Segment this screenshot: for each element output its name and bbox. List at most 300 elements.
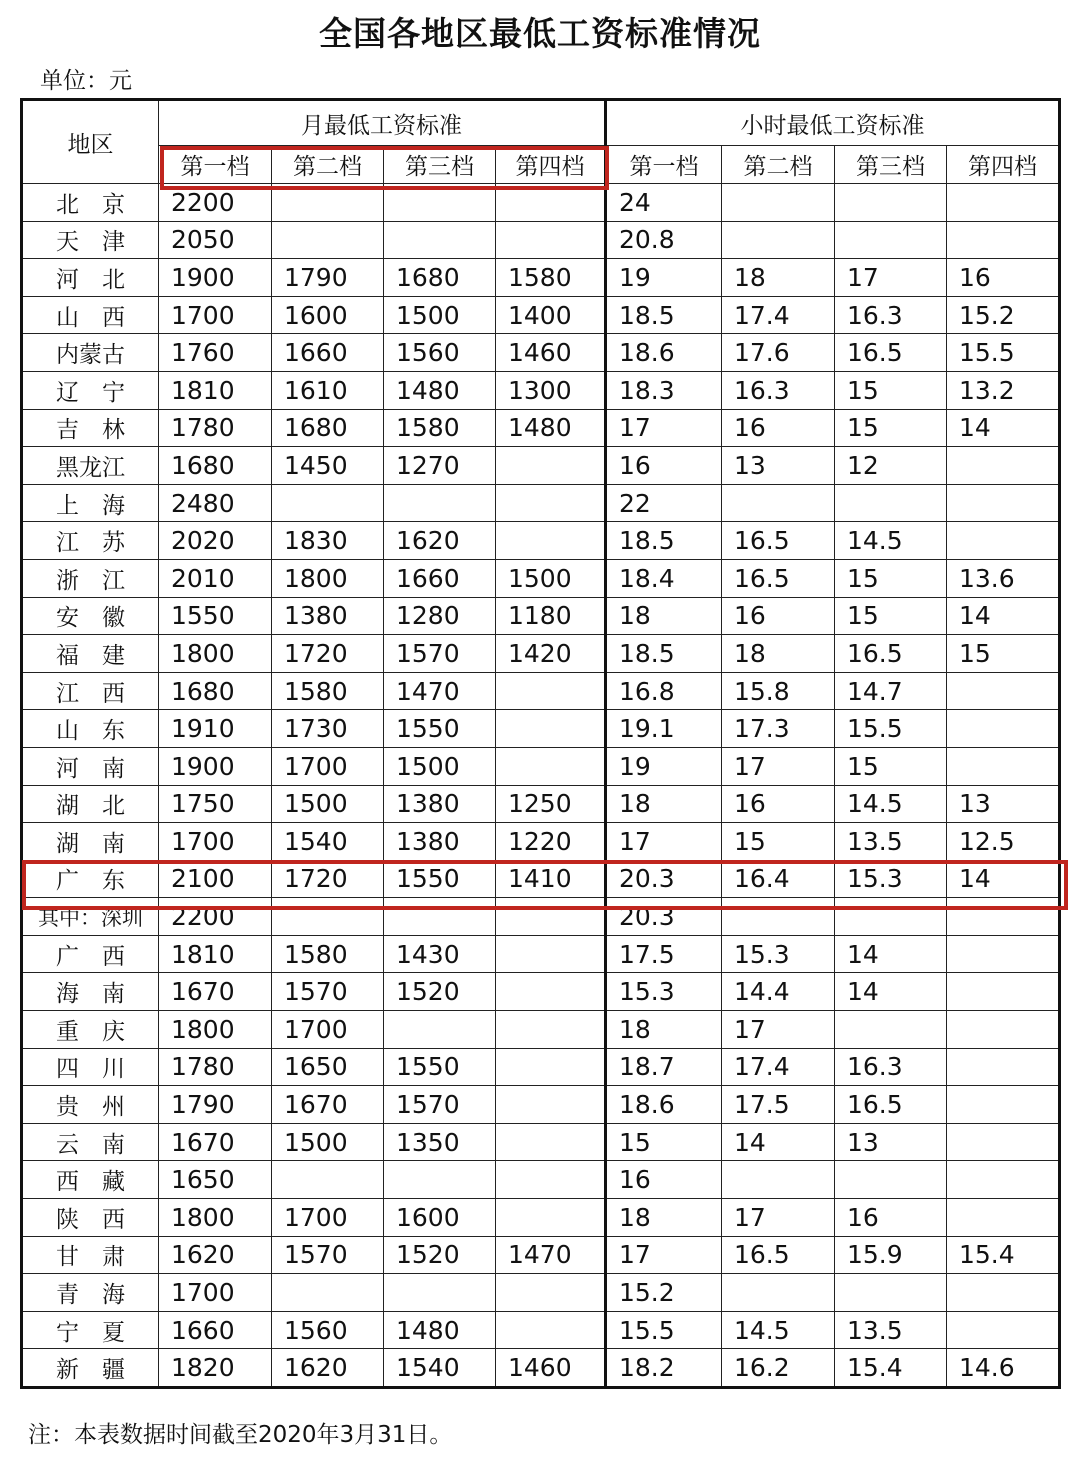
hourly-tier-2-cell: 14.5 <box>722 1311 835 1349</box>
table-row <box>22 484 1060 522</box>
monthly-tier-4-cell <box>496 484 606 522</box>
hourly-tier-4-cell <box>947 1274 1060 1312</box>
monthly-tier-2-cell <box>272 1274 384 1312</box>
hourly-tier-1-cell: 18.6 <box>606 1086 722 1124</box>
monthly-tier-1-cell: 1680 <box>159 672 272 710</box>
hourly-tier-2-cell: 14.4 <box>722 973 835 1011</box>
hourly-tier-1-cell: 18.4 <box>606 559 722 597</box>
hourly-tier-1-cell: 18.5 <box>606 522 722 560</box>
hourly-tier-2-cell: 18 <box>722 259 835 297</box>
hourly-tier-4-cell: 14.6 <box>947 1349 1060 1388</box>
monthly-tier-3-cell: 1480 <box>384 371 496 409</box>
hourly-tier-1-cell: 19 <box>606 259 722 297</box>
monthly-tier-4-cell <box>496 522 606 560</box>
monthly-tier-2-cell: 1680 <box>272 409 384 447</box>
monthly-tier-1-cell: 1760 <box>159 334 272 372</box>
monthly-tier-3-cell: 1380 <box>384 785 496 823</box>
region-cell: 内蒙古 <box>22 334 159 372</box>
hourly-tier-1-cell: 15.3 <box>606 973 722 1011</box>
hourly-tier-4-cell: 15.4 <box>947 1236 1060 1274</box>
hourly-tier-3-cell: 15 <box>835 371 947 409</box>
table-row <box>22 635 1060 673</box>
hourly-tier-1-cell: 18.5 <box>606 296 722 334</box>
monthly-tier-4-cell: 1470 <box>496 1236 606 1274</box>
hourly-tier-2-cell <box>722 484 835 522</box>
hourly-tier-2-cell: 17 <box>722 1199 835 1237</box>
hourly-tier-4-cell <box>947 221 1060 259</box>
monthly-tier-2-cell: 1720 <box>272 635 384 673</box>
table-row <box>22 559 1060 597</box>
monthly-tier-4-cell: 1180 <box>496 597 606 635</box>
monthly-tier-1-cell: 1780 <box>159 409 272 447</box>
table-row <box>22 1048 1060 1086</box>
hourly-tier-4-cell: 13.6 <box>947 559 1060 597</box>
hourly-tier-4-cell <box>947 710 1060 748</box>
hourly-tier-3-cell: 15.4 <box>835 1349 947 1388</box>
monthly-tier-2-cell: 1830 <box>272 522 384 560</box>
hourly-tier-1-cell: 16 <box>606 1161 722 1199</box>
hourly-tier-3-cell: 15 <box>835 559 947 597</box>
hourly-tier-3-cell: 16.3 <box>835 1048 947 1086</box>
monthly-tier-3-cell: 1520 <box>384 1236 496 1274</box>
table-row <box>22 409 1060 447</box>
hourly-tier-4-cell: 14 <box>947 860 1060 898</box>
hourly-tier-4-cell <box>947 1199 1060 1237</box>
monthly-tier-2-cell: 1600 <box>272 296 384 334</box>
monthly-tier-3-cell: 1600 <box>384 1199 496 1237</box>
hourly-tier-4-cell: 12.5 <box>947 823 1060 861</box>
monthly-tier-4-cell <box>496 747 606 785</box>
table-row <box>22 1161 1060 1199</box>
hourly-tier-4-cell: 13.2 <box>947 371 1060 409</box>
monthly-tier-2-cell: 1700 <box>272 747 384 785</box>
monthly-tier-2-cell: 1610 <box>272 371 384 409</box>
monthly-tier-2-cell: 1790 <box>272 259 384 297</box>
monthly-tier-4-cell: 1480 <box>496 409 606 447</box>
hourly-tier-2-cell: 15.3 <box>722 935 835 973</box>
monthly-tier-1-cell: 1670 <box>159 973 272 1011</box>
table-row <box>22 334 1060 372</box>
hourly-tier-1-cell: 22 <box>606 484 722 522</box>
hourly-tier-3-cell <box>835 1011 947 1049</box>
hourly-tier-1-cell: 19.1 <box>606 710 722 748</box>
hourly-tier-3-cell: 14 <box>835 973 947 1011</box>
hourly-tier-2-cell: 16.4 <box>722 860 835 898</box>
hourly-tier-1-cell: 18.3 <box>606 371 722 409</box>
hourly-tier-2-cell: 17.4 <box>722 1048 835 1086</box>
region-cell: 河 南 <box>22 747 159 785</box>
hourly-tier-3-cell: 14 <box>835 935 947 973</box>
hourly-tier-4-cell <box>947 747 1060 785</box>
monthly-tier-3-cell: 1350 <box>384 1123 496 1161</box>
region-cell: 天 津 <box>22 221 159 259</box>
hourly-tier-3-cell <box>835 1274 947 1312</box>
monthly-tier-3-cell: 1550 <box>384 710 496 748</box>
region-cell: 重 庆 <box>22 1011 159 1049</box>
hourly-tier-1-cell: 18.6 <box>606 334 722 372</box>
hourly-tier-4-header: 第四档 <box>947 146 1060 184</box>
monthly-tier-3-cell: 1560 <box>384 334 496 372</box>
region-header: 地区 <box>22 100 159 184</box>
hourly-tier-4-cell <box>947 522 1060 560</box>
monthly-tier-4-cell <box>496 1086 606 1124</box>
monthly-tier-1-cell: 1700 <box>159 1274 272 1312</box>
table-row <box>22 296 1060 334</box>
hourly-tier-3-cell: 15.9 <box>835 1236 947 1274</box>
monthly-tier-4-cell <box>496 1311 606 1349</box>
monthly-tier-3-cell: 1480 <box>384 1311 496 1349</box>
monthly-tier-2-cell: 1500 <box>272 1123 384 1161</box>
monthly-tier-1-cell: 1790 <box>159 1086 272 1124</box>
hourly-tier-1-cell: 17 <box>606 1236 722 1274</box>
monthly-tier-4-cell <box>496 1161 606 1199</box>
hourly-tier-1-header: 第一档 <box>606 146 722 184</box>
monthly-tier-1-cell: 1910 <box>159 710 272 748</box>
hourly-tier-3-cell: 15.5 <box>835 710 947 748</box>
monthly-tier-3-cell: 1570 <box>384 1086 496 1124</box>
hourly-tier-2-header: 第二档 <box>722 146 835 184</box>
table-row <box>22 1011 1060 1049</box>
hourly-tier-4-cell <box>947 447 1060 485</box>
table-row <box>22 1349 1060 1388</box>
monthly-tier-2-cell <box>272 484 384 522</box>
monthly-tier-1-cell: 1620 <box>159 1236 272 1274</box>
monthly-tier-4-cell <box>496 898 606 936</box>
region-cell: 其中：深圳 <box>22 898 159 936</box>
monthly-tier-4-cell <box>496 1048 606 1086</box>
region-cell: 江 西 <box>22 672 159 710</box>
region-cell: 山 西 <box>22 296 159 334</box>
monthly-tier-1-cell: 1700 <box>159 296 272 334</box>
monthly-tier-1-cell: 2020 <box>159 522 272 560</box>
region-cell: 浙 江 <box>22 559 159 597</box>
monthly-tier-1-cell: 1780 <box>159 1048 272 1086</box>
hourly-tier-2-cell: 16.5 <box>722 559 835 597</box>
hourly-tier-1-cell: 18 <box>606 785 722 823</box>
hourly-tier-1-cell: 17 <box>606 409 722 447</box>
hourly-tier-3-cell: 13.5 <box>835 1311 947 1349</box>
monthly-tier-4-cell <box>496 184 606 222</box>
table-row <box>22 823 1060 861</box>
hourly-tier-1-cell: 15.2 <box>606 1274 722 1312</box>
monthly-tier-2-cell: 1670 <box>272 1086 384 1124</box>
hourly-tier-3-cell <box>835 221 947 259</box>
monthly-tier-3-cell: 1520 <box>384 973 496 1011</box>
monthly-tier-2-cell: 1730 <box>272 710 384 748</box>
monthly-tier-3-cell: 1500 <box>384 296 496 334</box>
hourly-tier-3-cell: 13 <box>835 1123 947 1161</box>
monthly-tier-4-cell <box>496 1274 606 1312</box>
monthly-tier-1-cell: 1800 <box>159 635 272 673</box>
monthly-tier-1-cell: 1810 <box>159 935 272 973</box>
hourly-tier-4-cell: 15.5 <box>947 334 1060 372</box>
monthly-tier-4-cell <box>496 1123 606 1161</box>
region-cell: 黑龙江 <box>22 447 159 485</box>
table-row <box>22 1311 1060 1349</box>
region-cell: 陕 西 <box>22 1199 159 1237</box>
table-row <box>22 221 1060 259</box>
hourly-tier-4-cell <box>947 1123 1060 1161</box>
hourly-tier-1-cell: 20.3 <box>606 898 722 936</box>
monthly-tier-3-cell <box>384 1011 496 1049</box>
monthly-tier-3-cell <box>384 1274 496 1312</box>
hourly-tier-3-cell: 15.3 <box>835 860 947 898</box>
monthly-tier-4-cell: 1460 <box>496 334 606 372</box>
hourly-tier-4-cell <box>947 973 1060 1011</box>
monthly-tier-3-header: 第三档 <box>384 146 496 184</box>
hourly-tier-4-cell <box>947 1311 1060 1349</box>
hourly-tier-2-cell <box>722 898 835 936</box>
hourly-tier-4-cell: 13 <box>947 785 1060 823</box>
hourly-tier-4-cell <box>947 184 1060 222</box>
hourly-tier-1-cell: 17.5 <box>606 935 722 973</box>
hourly-tier-4-cell: 14 <box>947 597 1060 635</box>
monthly-tier-4-header: 第四档 <box>496 146 606 184</box>
monthly-tier-2-cell: 1450 <box>272 447 384 485</box>
hourly-header: 小时最低工资标准 <box>606 100 1060 146</box>
region-cell: 宁 夏 <box>22 1311 159 1349</box>
hourly-tier-1-cell: 16.8 <box>606 672 722 710</box>
monthly-tier-4-cell <box>496 710 606 748</box>
table-row <box>22 597 1060 635</box>
table-row <box>22 371 1060 409</box>
hourly-tier-4-cell: 16 <box>947 259 1060 297</box>
monthly-tier-3-cell: 1280 <box>384 597 496 635</box>
hourly-tier-2-cell: 16.2 <box>722 1349 835 1388</box>
hourly-tier-4-cell: 15 <box>947 635 1060 673</box>
monthly-tier-1-cell: 1810 <box>159 371 272 409</box>
monthly-tier-3-cell <box>384 221 496 259</box>
monthly-tier-2-cell: 1500 <box>272 785 384 823</box>
unit-label: 单位：元 <box>40 68 132 94</box>
monthly-tier-2-cell: 1650 <box>272 1048 384 1086</box>
region-cell: 湖 南 <box>22 823 159 861</box>
monthly-tier-4-cell: 1300 <box>496 371 606 409</box>
hourly-tier-3-cell <box>835 184 947 222</box>
monthly-tier-1-cell: 2200 <box>159 184 272 222</box>
monthly-tier-2-cell: 1380 <box>272 597 384 635</box>
monthly-tier-2-cell <box>272 898 384 936</box>
monthly-tier-3-cell: 1540 <box>384 1349 496 1388</box>
hourly-tier-4-cell <box>947 484 1060 522</box>
hourly-tier-2-cell: 17.5 <box>722 1086 835 1124</box>
region-cell: 北 京 <box>22 184 159 222</box>
monthly-header: 月最低工资标准 <box>159 100 606 146</box>
hourly-tier-3-cell <box>835 1161 947 1199</box>
hourly-tier-2-cell: 16.5 <box>722 522 835 560</box>
table-row <box>22 935 1060 973</box>
hourly-tier-1-cell: 18.5 <box>606 635 722 673</box>
monthly-tier-2-cell <box>272 184 384 222</box>
monthly-tier-3-cell: 1430 <box>384 935 496 973</box>
hourly-tier-2-cell: 15.8 <box>722 672 835 710</box>
table-row <box>22 785 1060 823</box>
monthly-tier-1-cell: 1680 <box>159 447 272 485</box>
monthly-tier-4-cell <box>496 672 606 710</box>
hourly-tier-2-cell <box>722 221 835 259</box>
table-row <box>22 1086 1060 1124</box>
hourly-tier-3-cell: 16.5 <box>835 334 947 372</box>
hourly-tier-2-cell: 16 <box>722 409 835 447</box>
hourly-tier-3-header: 第三档 <box>835 146 947 184</box>
monthly-tier-4-cell: 1410 <box>496 860 606 898</box>
monthly-tier-1-cell: 1900 <box>159 259 272 297</box>
monthly-tier-1-cell: 1820 <box>159 1349 272 1388</box>
monthly-tier-1-cell: 2480 <box>159 484 272 522</box>
monthly-tier-1-cell: 1700 <box>159 823 272 861</box>
monthly-tier-4-cell <box>496 935 606 973</box>
table-row <box>22 522 1060 560</box>
hourly-tier-4-cell <box>947 1011 1060 1049</box>
hourly-tier-2-cell: 16 <box>722 597 835 635</box>
table-row <box>22 447 1060 485</box>
monthly-tier-2-cell: 1620 <box>272 1349 384 1388</box>
hourly-tier-1-cell: 18.7 <box>606 1048 722 1086</box>
hourly-tier-4-cell: 14 <box>947 409 1060 447</box>
monthly-tier-4-cell <box>496 447 606 485</box>
hourly-tier-2-cell: 17.3 <box>722 710 835 748</box>
hourly-tier-4-cell <box>947 672 1060 710</box>
monthly-tier-4-cell <box>496 973 606 1011</box>
monthly-tier-3-cell: 1570 <box>384 635 496 673</box>
hourly-tier-2-cell: 16 <box>722 785 835 823</box>
monthly-tier-2-cell: 1540 <box>272 823 384 861</box>
region-cell: 广 西 <box>22 935 159 973</box>
monthly-tier-3-cell <box>384 484 496 522</box>
hourly-tier-3-cell: 14.7 <box>835 672 947 710</box>
region-cell: 河 北 <box>22 259 159 297</box>
hourly-tier-1-cell: 17 <box>606 823 722 861</box>
monthly-tier-1-cell: 1670 <box>159 1123 272 1161</box>
region-cell: 贵 州 <box>22 1086 159 1124</box>
table-row <box>22 259 1060 297</box>
monthly-tier-4-cell: 1460 <box>496 1349 606 1388</box>
hourly-tier-3-cell: 15 <box>835 409 947 447</box>
hourly-tier-2-cell <box>722 1161 835 1199</box>
hourly-tier-3-cell <box>835 898 947 936</box>
monthly-tier-2-cell: 1720 <box>272 860 384 898</box>
table-body <box>22 184 1060 1388</box>
table-row <box>22 1236 1060 1274</box>
region-cell: 云 南 <box>22 1123 159 1161</box>
region-cell: 四 川 <box>22 1048 159 1086</box>
hourly-tier-3-cell: 16.3 <box>835 296 947 334</box>
monthly-tier-3-cell: 1580 <box>384 409 496 447</box>
hourly-tier-4-cell <box>947 1161 1060 1199</box>
monthly-tier-4-cell <box>496 1011 606 1049</box>
region-cell: 山 东 <box>22 710 159 748</box>
monthly-tier-4-cell: 1500 <box>496 559 606 597</box>
table-row <box>22 747 1060 785</box>
monthly-tier-3-cell: 1680 <box>384 259 496 297</box>
hourly-tier-3-cell: 16.5 <box>835 1086 947 1124</box>
hourly-tier-3-cell: 12 <box>835 447 947 485</box>
monthly-tier-4-cell: 1420 <box>496 635 606 673</box>
hourly-tier-2-cell: 14 <box>722 1123 835 1161</box>
monthly-tier-2-cell: 1560 <box>272 1311 384 1349</box>
hourly-tier-3-cell: 14.5 <box>835 785 947 823</box>
hourly-tier-1-cell: 19 <box>606 747 722 785</box>
region-cell: 新 疆 <box>22 1349 159 1388</box>
monthly-tier-2-cell: 1800 <box>272 559 384 597</box>
monthly-tier-1-cell: 1900 <box>159 747 272 785</box>
hourly-tier-2-cell: 17 <box>722 1011 835 1049</box>
monthly-tier-4-cell: 1250 <box>496 785 606 823</box>
hourly-tier-1-cell: 15.5 <box>606 1311 722 1349</box>
hourly-tier-2-cell: 18 <box>722 635 835 673</box>
monthly-tier-1-cell: 1800 <box>159 1011 272 1049</box>
wage-table <box>20 98 1061 1389</box>
hourly-tier-1-cell: 18 <box>606 1011 722 1049</box>
monthly-tier-2-cell: 1580 <box>272 935 384 973</box>
hourly-tier-1-cell: 15 <box>606 1123 722 1161</box>
monthly-tier-4-cell: 1400 <box>496 296 606 334</box>
table-row <box>22 710 1060 748</box>
monthly-tier-1-cell: 2100 <box>159 860 272 898</box>
region-cell: 福 建 <box>22 635 159 673</box>
table-row <box>22 1123 1060 1161</box>
hourly-tier-2-cell: 15 <box>722 823 835 861</box>
monthly-tier-2-cell: 1700 <box>272 1199 384 1237</box>
region-cell: 西 藏 <box>22 1161 159 1199</box>
table-row <box>22 898 1060 936</box>
hourly-tier-3-cell: 17 <box>835 259 947 297</box>
hourly-tier-1-cell: 20.8 <box>606 221 722 259</box>
page-title: 全国各地区最低工资标准情况 <box>319 14 761 53</box>
hourly-tier-2-cell: 17 <box>722 747 835 785</box>
monthly-tier-3-cell: 1470 <box>384 672 496 710</box>
monthly-tier-4-cell <box>496 221 606 259</box>
hourly-tier-2-cell <box>722 184 835 222</box>
region-cell: 甘 肃 <box>22 1236 159 1274</box>
hourly-tier-2-cell: 16.5 <box>722 1236 835 1274</box>
monthly-tier-3-cell: 1660 <box>384 559 496 597</box>
monthly-tier-3-cell <box>384 184 496 222</box>
monthly-tier-1-cell: 1550 <box>159 597 272 635</box>
monthly-tier-3-cell: 1550 <box>384 860 496 898</box>
monthly-tier-3-cell <box>384 898 496 936</box>
region-cell: 湖 北 <box>22 785 159 823</box>
monthly-tier-1-cell: 2010 <box>159 559 272 597</box>
monthly-tier-4-cell <box>496 1199 606 1237</box>
monthly-tier-3-cell: 1270 <box>384 447 496 485</box>
region-cell: 江 苏 <box>22 522 159 560</box>
table-row <box>22 860 1060 898</box>
hourly-tier-1-cell: 18 <box>606 1199 722 1237</box>
hourly-tier-2-cell: 13 <box>722 447 835 485</box>
hourly-tier-4-cell: 15.2 <box>947 296 1060 334</box>
monthly-tier-2-cell: 1580 <box>272 672 384 710</box>
table-row <box>22 184 1060 222</box>
hourly-tier-3-cell <box>835 484 947 522</box>
monthly-tier-1-cell: 1650 <box>159 1161 272 1199</box>
region-cell: 青 海 <box>22 1274 159 1312</box>
monthly-tier-2-cell: 1660 <box>272 334 384 372</box>
hourly-tier-2-cell <box>722 1274 835 1312</box>
hourly-tier-2-cell: 17.6 <box>722 334 835 372</box>
hourly-tier-1-cell: 20.3 <box>606 860 722 898</box>
hourly-tier-1-cell: 24 <box>606 184 722 222</box>
monthly-tier-1-header: 第一档 <box>159 146 272 184</box>
monthly-tier-1-cell: 2200 <box>159 898 272 936</box>
monthly-tier-2-cell: 1570 <box>272 1236 384 1274</box>
monthly-tier-1-cell: 1800 <box>159 1199 272 1237</box>
table-row <box>22 1199 1060 1237</box>
monthly-tier-3-cell: 1620 <box>384 522 496 560</box>
region-cell: 安 徽 <box>22 597 159 635</box>
monthly-tier-3-cell: 1500 <box>384 747 496 785</box>
monthly-tier-2-header: 第二档 <box>272 146 384 184</box>
